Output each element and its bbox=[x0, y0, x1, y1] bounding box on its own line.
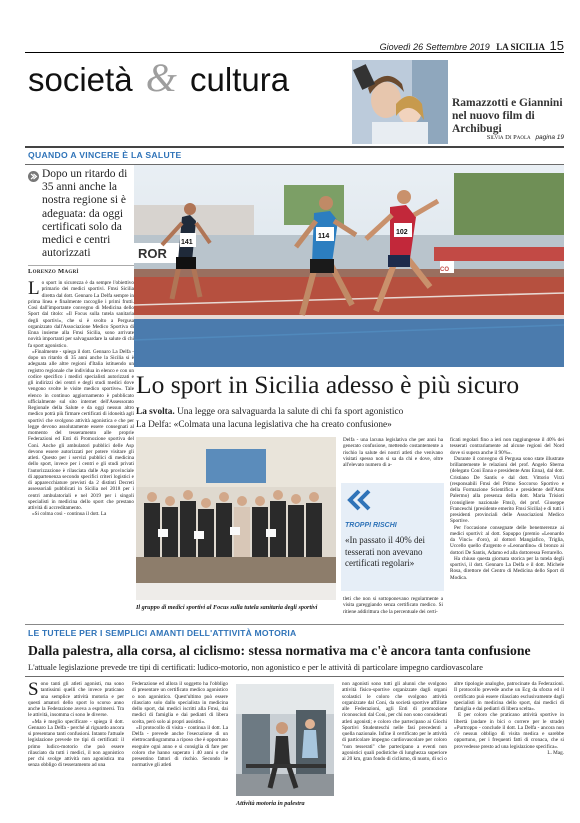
paragraph: «Ma è meglio specificare - spiega il dott. Gennaro La Delfa - perché al riguardo ancora si presentano tanti confusioni. Intanto l'attuale legislazione prevede tre tipi di certificati: il primo ludico-motorio che può essere rilasciato da tutti i medici, il non agonistico per chi svolge attività non agonistica ma senza obbligo di tesseramento ad una bbox=[28, 718, 124, 769]
group-photo-caption: Il gruppo di medici sportivi al Focus sulla tutela sanitaria degli sportivi bbox=[136, 604, 318, 611]
article1-column-4 bbox=[450, 437, 564, 581]
section-left: società bbox=[28, 61, 133, 98]
article2-top-rule bbox=[25, 624, 564, 625]
promo-page-ref: pagina 19 bbox=[535, 134, 564, 141]
article1-kicker: QUANDO A VINCERE È LA SALUTE bbox=[28, 150, 182, 160]
paragraph: E per coloro che praticano attività sportive in libertà (andare in bici o correre per le strade) «Purtroppo - conclude il dott. La Delfa - ancora non c'è nessun obbligo di visita medica e sarebbe opportuno, per i frequenti fatti di cronaca, che si provvedesse presto ad una legislazione specifica». bbox=[454, 712, 564, 750]
article2-kicker: LE TUTELE PER I SEMPLICI AMANTI DELL'ATTIVITÀ MOTORIA bbox=[28, 628, 297, 638]
paragraph: Federazione ed allora il soggetto ha l'obbligo di presentare un certificato medico agonistico o non agonistico. Quest'ultimo può essere rilasciato solo dallo specialista in medicina dello sport, dai medici iscritti alla Fmsi, dai medici di famiglia e dai pediatri di libera scelta, però solo ai propri assistiti». bbox=[132, 681, 228, 725]
article2-column-5 bbox=[454, 681, 564, 756]
article2-deck: L'attuale legislazione prevede tre tipi di certificati: ludico-motorio, non agonistico e per le attività di particolare impegno cardiovascolare bbox=[28, 663, 483, 672]
section-rule bbox=[25, 146, 564, 148]
promo-credit bbox=[487, 134, 564, 141]
gym-photo[interactable] bbox=[236, 684, 334, 796]
article2-deck-rule bbox=[25, 676, 564, 677]
header-rule bbox=[25, 52, 564, 53]
article2-column-1 bbox=[28, 681, 124, 769]
article2-column-4 bbox=[342, 681, 447, 762]
article1-column-3 bbox=[343, 437, 443, 468]
paragraph: ono tanti gli atleti agonisti, ma sono tantissimi quelli che invece praticano una semplice attività motoria e per questi amatori dello sport lo scorso anno anche la Federazione aveva a esprimersi. Tra le attività, insomma ci sono le diverse. bbox=[28, 681, 124, 719]
summary-rule bbox=[28, 265, 136, 266]
promo-author: Silvia Di Paola bbox=[486, 134, 531, 141]
paragraph: «Finalmente - spiega il dott. Gennaro La Delfa - dopo un ritardo di 35 anni anche la Sicilia si è adeguata alle altre regioni d'Italia istituendo un registro regionale che individua in elenco e con un codice specifico i medici specialisti autorizzati e gli indirizzi dei centri e degli studi medici dove vengono svolte le visite medico sportive». Tale elenco in continuo aggiornamento è pubblicato ufficialmente sul sito internet dell'Assessorato Regionale della Salute e da oggi nessun altro medico potrà più firmare certificati di idoneità agli sportivi che svolgono attività agonistica e che per legge devono assolutamente essere consegnati al momento del tesseramento alle proprie Federazioni ed Enti di Promozione sportiva del Coni. Anche gli ambulatori pubblici delle Asp devono essere autorizzati per potere visitare gli atleti. Questo per i servizi pubblici di medicina dello sport, invece per i centri e gli studi privati l'autorizzazione è rilasciata dalle Asp provinciale di appartenenza secondo specifici criteri logistici e di apparecchiature previsti da 2 distinti Decreti assessoriali pubblicati in Sicilia nel 2018 per i centri ambulatoriali e nel 2019 per i singoli specialisti in medicina dello sport che prestano attività di accreditamento. bbox=[28, 348, 134, 511]
article1-headline: Lo sport in Sicilia adesso è più sicuro bbox=[136, 370, 520, 399]
paragraph: «Il protocollo di visita - continua il dott. La Delfa - prevede anche l'esecuzione di un elettrocardiogramma a riposo che è opportuno eseguire ogni anno e si consiglia di fare per coloro che hanno superato i 40 anni o che presentino fattori di rischio. Secondo le normative gli atleti bbox=[132, 724, 228, 769]
svg-text:114: 114 bbox=[318, 233, 330, 240]
paragraph: Delfa - una lacuna legislativa che per anni ha generato confusione, mettendo costantemente a rischio la salute dei nostri atleti che venivano visitati spesso non si sa da chi e dove, oltre all'elevato numero di a- bbox=[343, 437, 443, 468]
article1-column-1 bbox=[28, 280, 134, 518]
pull-quote-text: «In passato il 40% dei tesserati non avevano certificati regolari» bbox=[345, 535, 425, 568]
quote-chevrons-icon bbox=[347, 489, 373, 511]
promo-photo[interactable] bbox=[352, 60, 448, 144]
paragraph: o sport in sicurezza è da sempre l'obiettivo primario dei medici sportivi. Fmsi Sicilia diretta dal dott. Gennaro La Delfa sempre in prima linea e finalmente raccoglie i primi frutti. Così dall'importante convegno di Medicina dello Sport dal titolo: «Il Focus sulla tutela sanitaria degli sportivi», che si è svolto a Pergusa organizzato dall'Associazione Medico Sportiva di Enna insieme alla Fmsi Sicilia, sono arrivate novità importanti per salvaguardare la salute di chi fa sport agonistico. bbox=[28, 280, 134, 349]
paragraph: tleti che non si sottoponevano regolarmente a visita gareggiando senza certificato medico. Si ritiene addirittura che la percentuale dei certi- bbox=[343, 596, 443, 615]
page-number: 15 bbox=[549, 38, 564, 53]
paragraph: non agonisti sono tutti gli alunni che svolgono attività fisico-sportive organizzate dagli organi scolastici le coloro che svolgono attività organizzate dal Coni, da società sportive affiliate alle Federazioni, agli Enti di promozione riconosciuti dal Coni, per chi non sono considerati atleti agonisti; e coloro che partecipano ai Giochi Sportivi Studenteschi nelle fasi precedenti a quella nazionale. Infine il certificato per le attività di particolare impegno cardiovascolare per coloro "non tesserati" che partecipano a eventi non agonistici quali podistiche di lunghezza superiore ai 20 km, gran fondo di ciclismo, di nuoto, di sci o bbox=[342, 681, 447, 762]
article1-summary: Dopo un ritardo di 35 anni anche la nostra regione si è adeguata: da oggi certificati solo da medici e centri autorizzati bbox=[42, 168, 128, 260]
article1-deck-1 bbox=[136, 407, 403, 418]
article2-column-2 bbox=[132, 681, 228, 769]
newspaper-name: LA SICILIA bbox=[496, 42, 546, 52]
article1-byline: Lorenzo Magrì bbox=[28, 268, 79, 275]
svg-text:CO: CO bbox=[440, 267, 449, 273]
group-photo[interactable] bbox=[136, 437, 336, 600]
pull-quote-box bbox=[341, 483, 444, 591]
deck-text: Una legge ora salvaguarda la salute di chi fa sport agonistico bbox=[177, 407, 404, 417]
sprint-photo[interactable] bbox=[134, 165, 564, 367]
promo-title[interactable]: Ramazzotti e Giannini nel nuovo film di Archibugi bbox=[452, 97, 563, 135]
svg-text:102: 102 bbox=[396, 229, 408, 236]
paragraph: «Si colma così - continua il dott. La bbox=[32, 511, 107, 518]
section-right: cultura bbox=[190, 61, 290, 98]
issue-date: Giovedì 26 Settembre 2019 bbox=[379, 42, 490, 52]
page-header-info bbox=[380, 38, 564, 53]
article2-headline: Dalla palestra, alla corsa, al ciclismo: stessa normativa ma c'è ancora tanta confusione bbox=[28, 643, 531, 658]
pull-quote-label: TROPPI RISCHI bbox=[345, 522, 397, 529]
article1-column-3b bbox=[343, 596, 443, 615]
paragraph: Durante il convegno di Pergusa sono state illustrate brillantemente le relazioni del prof. Angelo Sberna (delegato Coni Enna e presidente Ams Enna), dal dott. Cristiano De Santis e dal dott. Vittorio Virzì (responsabili Fmsi del Primo Soccorso Sportivo e della Formazione Scientifica e presidente dell'Ams Palermo) alla presenza della dott. Maria Trisioti (consigliere nazionale Fmsi), del prof. Giuseppe Franceschi (presidente emerito Fmsi Sicilia) e di tutti i presidenti provinciali delle Associazioni Medico Sportive. bbox=[450, 455, 564, 525]
paragraph: Ha chiuso questa giornata storica per la tutela degli sportivi, il dott. Gennaro La Delfa e il dott. Michele Rosa, direttore del Centro di Medicina dello Sport di Modica. bbox=[450, 555, 564, 581]
svg-text:141: 141 bbox=[181, 239, 193, 246]
article1-deck-2: La Delfa: «Colmata una lacuna legislativa che ha creato confusione» bbox=[136, 420, 392, 430]
paragraph: Per l'occasione consegnate delle benemerenze ai medici sportivi: al dott. Sapuppo (premio «Leonardo da Vinci» d'oro), al dottori Mangiafico, Triglia, Uccello quello d'argento e «Leonardino» di bronzo ai dottori De Santis, Adamo ed alla dottoressa Ferrarello. bbox=[450, 524, 564, 556]
section-title bbox=[28, 55, 290, 100]
summary-arrow-icon bbox=[28, 171, 39, 182]
paragraph: altre tipologie analoghe, patrocinate da Federazioni. Il protocollo prevede anche un Ecg da sforzo ed il certificato può essere rilasciato esclusivamente dagli specialisti in medicina dello sport, dai medici di famiglia e dai pediatri di libera scelta». bbox=[454, 681, 564, 712]
dropcap-s: S bbox=[28, 679, 39, 700]
paragraph: ficati regolari fino a ieri non raggiungesse il 40% dei tesserati contrariamente ad alcune regioni del Nord dove si supera anche il 90%». bbox=[450, 437, 564, 456]
gym-photo-caption: Attività motoria in palestra bbox=[236, 800, 305, 807]
article2-signature: L. Mag. bbox=[547, 749, 564, 756]
deck-lead: La svolta. bbox=[136, 407, 175, 417]
section-ampersand: & bbox=[145, 55, 177, 100]
dropcap-l: L bbox=[28, 278, 40, 299]
svg-text:ROR: ROR bbox=[138, 246, 167, 261]
